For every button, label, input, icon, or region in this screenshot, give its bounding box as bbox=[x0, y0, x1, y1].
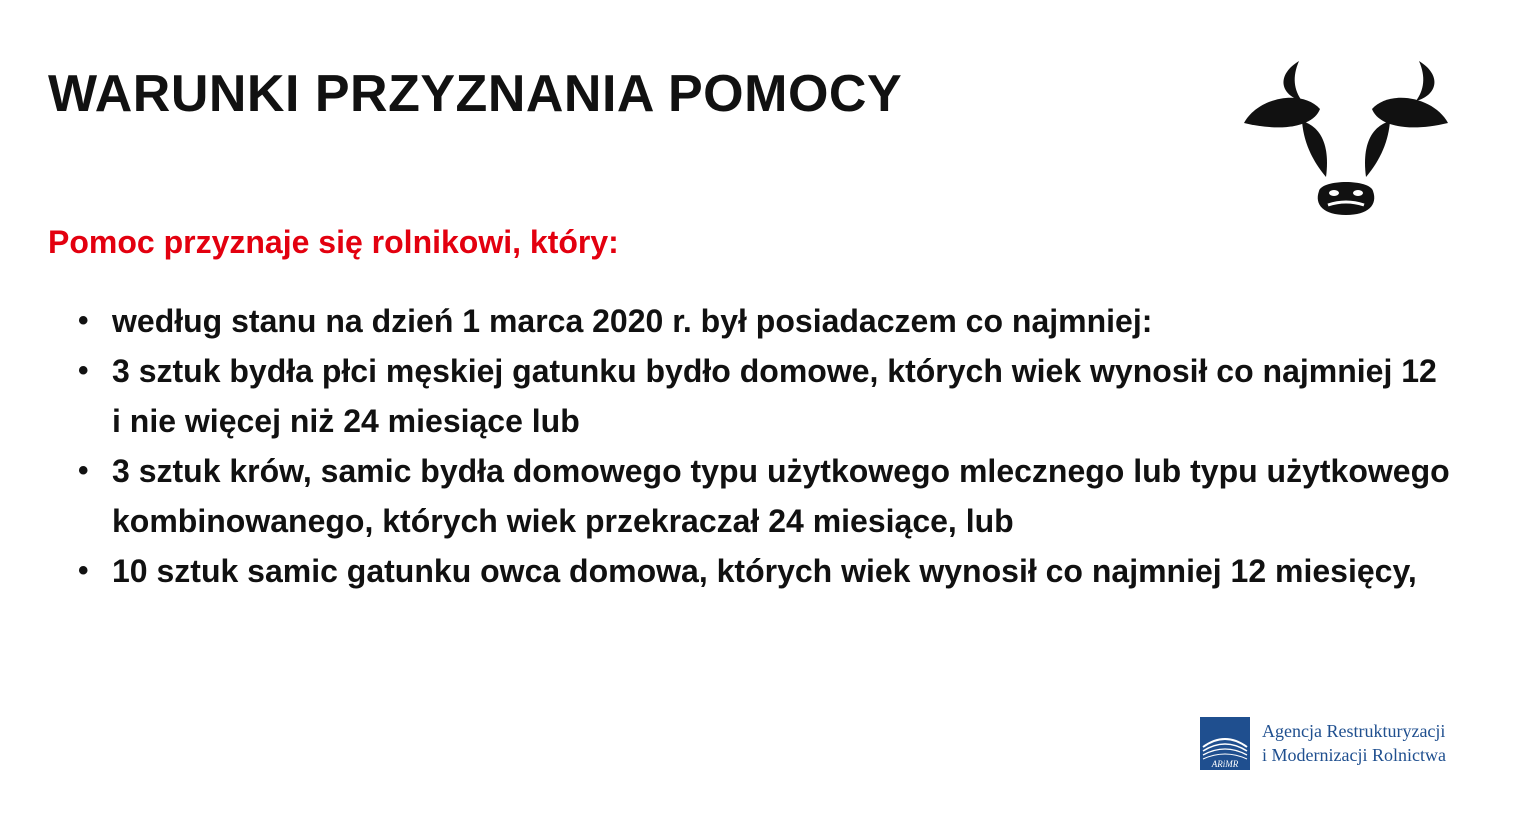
condition-text: 3 sztuk krów, samic bydła domowego typu użytkowego mlecznego lub typu użytkowego kombinowanego, których wiek przekraczał 24 miesiące, lub bbox=[112, 453, 1450, 539]
condition-text: 3 sztuk bydła płci męskiej gatunku bydło domowe, których wiek wynosił co najmniej 12 i nie więcej niż 24 miesiące lub bbox=[112, 353, 1437, 439]
arimr-logo-icon bbox=[1200, 717, 1250, 770]
section-subtitle: Pomoc przyznaje się rolnikowi, który: bbox=[48, 224, 619, 260]
logo-name-line2: i Modernizacji Rolnictwa bbox=[1262, 745, 1446, 765]
logo-name-line1: Agencja Restrukturyzacji bbox=[1262, 721, 1446, 741]
condition-text: 10 sztuk samic gatunku owca domowa, których wiek wynosił co najmniej 12 miesięcy, bbox=[112, 553, 1417, 589]
bullet-icon: • bbox=[78, 354, 89, 387]
bullet-icon: • bbox=[78, 454, 89, 487]
condition-item-2 bbox=[78, 346, 1452, 446]
logo-abbreviation: ARiMR bbox=[1211, 759, 1239, 769]
condition-item-1 bbox=[78, 296, 1452, 346]
condition-text: według stanu na dzień 1 marca 2020 r. był posiadaczem co najmniej: bbox=[112, 303, 1153, 339]
condition-item-3 bbox=[78, 446, 1452, 546]
arimr-logo bbox=[1200, 717, 1500, 773]
page-title: WARUNKI PRZYZNANIA POMOCY bbox=[48, 65, 903, 123]
condition-item-4 bbox=[78, 546, 1452, 596]
logo-name bbox=[1262, 719, 1446, 767]
bullet-icon: • bbox=[78, 304, 89, 337]
bullet-icon: • bbox=[78, 554, 89, 587]
conditions-list bbox=[78, 296, 1452, 596]
cow-head-icon bbox=[1236, 55, 1456, 220]
